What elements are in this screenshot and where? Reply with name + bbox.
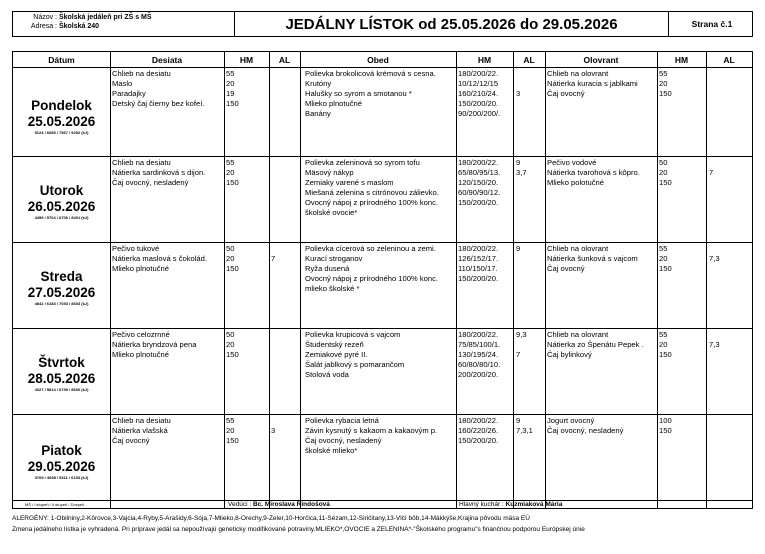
row-divider bbox=[13, 156, 752, 157]
desiata-items: Chlieb na desiatu Nátierka sardinková s dijon. Čaj ovocný, nesladený bbox=[112, 158, 206, 187]
olovrant-items: Chlieb na olovrant Nátierka šunková s vajcom Čaj ovocný bbox=[547, 244, 638, 273]
olovrant-al: 7 bbox=[709, 167, 714, 177]
day-label bbox=[13, 183, 110, 221]
nazov-value: Školská jedáleň pri ZŠ s MŠ bbox=[58, 14, 152, 21]
obed-al: 9 bbox=[516, 244, 521, 253]
obed-items: Polievka brokolicová krémová s cesna. Krutóny Halušky so syrom a smotanou * Mlieko plnotučné Banány bbox=[305, 69, 436, 118]
desiata-items: Chlieb na desiatu Maslo Paradajky Detský čaj čierny bez kofeí. bbox=[112, 69, 205, 108]
nazov-label: Názov : bbox=[33, 14, 57, 21]
day-date: 27.05.2026 bbox=[27, 285, 96, 300]
obed-al: 9 7,3,1 bbox=[516, 416, 533, 435]
day-label bbox=[13, 355, 110, 393]
desiata-hm: 55 20 150 bbox=[226, 416, 239, 445]
col-header-desiata: Desiata bbox=[151, 54, 183, 65]
menu-header bbox=[12, 11, 753, 37]
day-date: 28.05.2026 bbox=[27, 371, 96, 386]
obed-items: Polievka krupicová s vajcom Študentský rezeň Zemiakové pyré II. Šalát jablkový s pomarančom Stolová voda bbox=[305, 330, 405, 379]
desiata-hm: 50 20 150 bbox=[226, 330, 239, 359]
col-header-olovrant: Olovrant bbox=[583, 54, 619, 65]
desiata-al: 3 bbox=[271, 425, 276, 435]
obed-items: Polievka cícerová so zeleninou a zemi. Kurací stroganov Ryža dusená Ovocný nápoj z prírodného 100% konc. mlieko školské * bbox=[305, 244, 438, 293]
column-divider bbox=[110, 52, 111, 508]
col-header-al: AL bbox=[523, 54, 535, 65]
desiata-al: 7 bbox=[271, 253, 276, 263]
olovrant-hm: 100 150 bbox=[659, 416, 672, 435]
desiata-hm: 50 20 150 bbox=[226, 244, 239, 273]
col-header-hm: HM bbox=[477, 54, 492, 65]
obed-items: Polievka rybacia letná Závin kysnutý s kakaom a kakaovým p. Čaj ovocný, nesladený školské mlieko* bbox=[305, 416, 438, 455]
obed-hm: 180/200/22. 126/152/17. 110/150/17. 150/200/20. bbox=[458, 244, 499, 283]
col-header-al: AL bbox=[278, 54, 291, 65]
day-name: Štvrtok bbox=[38, 355, 85, 370]
menu-table bbox=[12, 51, 753, 509]
olovrant-al: 7,3 bbox=[709, 253, 720, 263]
kuchar-name: Kuzmiaková Mária bbox=[505, 501, 563, 508]
day-label bbox=[13, 443, 110, 481]
kuchar-signature bbox=[459, 501, 562, 508]
olovrant-items: Pečivo vodové Nátierka tvarohová s kôpro. Mlieko polotučné bbox=[547, 158, 640, 187]
column-divider bbox=[300, 52, 301, 508]
row-divider bbox=[13, 242, 752, 243]
day-name: Pondelok bbox=[31, 98, 92, 113]
column-divider bbox=[456, 52, 457, 508]
energy-levels-legend: MŠ / I.stupeň / II.stupeň / Dospelí bbox=[25, 502, 85, 507]
obed-hm: 180/200/22. 65/80/95/13. 120/150/20. 60/90/90/12. 150/200/20. bbox=[458, 158, 501, 207]
adresa-value: Školská 240 bbox=[58, 22, 100, 30]
day-energy: 4459 / 5704 / 6706 / 8401 (kJ) bbox=[34, 215, 89, 220]
col-header-obed: Obed bbox=[367, 54, 389, 65]
col-header-hm: HM bbox=[674, 54, 689, 65]
row-divider bbox=[13, 328, 752, 329]
desiata-items: Pečivo tukové Nátierka maslová s čokolád. Mlieko plnotučné bbox=[112, 244, 207, 273]
veduci-name: Bc. Miroslava Rindošová bbox=[252, 501, 330, 508]
obed-al: 3 bbox=[516, 88, 521, 98]
olovrant-items: Chlieb na olovrant Nátierka kuracia s jablkami Čaj ovocný bbox=[547, 69, 638, 98]
olovrant-hm: 55 20 150 bbox=[659, 244, 672, 273]
day-name: Utorok bbox=[39, 183, 84, 198]
obed-hm: 180/200/22. 160/220/26. 150/200/20. bbox=[458, 416, 499, 445]
day-date: 26.05.2026 bbox=[27, 199, 96, 214]
column-divider bbox=[545, 52, 546, 508]
day-label bbox=[13, 269, 110, 307]
olovrant-items: Chlieb na olovrant Nátierka zo Špenátu Pepek . Čaj bylinkový bbox=[547, 330, 644, 359]
day-name: Streda bbox=[40, 269, 83, 284]
olovrant-items: Jogurt ovocný Čaj ovocný, nesladený bbox=[547, 416, 624, 435]
allergens-note: ALERGÉNY: 1-Obilniny,2-Kôrovce,3-Vajcia,4-Ryby,5-Arašidy,6-Sója,7-Mlieko,8-Orechy,9-Zeler,10-Horčica,11-Sézam,12-Siričitany,13-Vlčí bôb,14-Mäkkýše,Krajina pôvodu mäsa EÚ bbox=[12, 515, 530, 522]
col-header-datum: Dátum bbox=[48, 54, 75, 65]
col-header-hm: HM bbox=[239, 54, 254, 65]
olovrant-al: 7,3 bbox=[709, 339, 720, 349]
obed-al: 9 3,7 bbox=[516, 158, 527, 177]
desiata-hm: 55 20 150 bbox=[226, 158, 239, 187]
adresa-label: Adresa : bbox=[30, 22, 57, 30]
row-divider bbox=[13, 500, 752, 501]
row-divider bbox=[13, 414, 752, 415]
day-date: 25.05.2026 bbox=[27, 114, 96, 129]
obed-hm: 180/200/22. 10/12/12/15 160/210/24. 150/200/20. 90/200/200/. bbox=[458, 69, 501, 118]
obed-al: 9,3 7 bbox=[516, 330, 527, 359]
obed-items: Polievka zeleninová so syrom tofu Mäsový nákyp Zemiaky varené s maslom Miešaná zelenina s citrónovou zálievko. Ovocný nápoj z prírodného 100% konc. školské ovocie* bbox=[305, 158, 439, 217]
veduci-signature bbox=[228, 501, 330, 508]
day-energy: 5124 / 6685 / 7567 / 9252 (kJ) bbox=[34, 130, 89, 135]
day-energy: 4842 / 6183 / 7053 / 8603 (kJ) bbox=[34, 301, 89, 306]
col-header-al: AL bbox=[723, 54, 735, 65]
row-divider bbox=[13, 67, 752, 68]
day-energy: 4327 / 5814 / 6799 / 8600 (kJ) bbox=[34, 387, 89, 392]
desiata-hm: 55 20 19 150 bbox=[226, 69, 239, 108]
veduci-label: Vedúci : bbox=[228, 501, 252, 508]
canteen-info bbox=[13, 12, 235, 36]
column-divider bbox=[224, 52, 225, 508]
column-divider bbox=[513, 52, 514, 508]
column-divider bbox=[269, 52, 270, 508]
day-date: 29.05.2026 bbox=[27, 459, 96, 474]
olovrant-hm: 50 20 150 bbox=[659, 158, 672, 187]
day-label bbox=[13, 98, 110, 136]
obed-hm: 180/200/22. 75/85/100/1. 130/195/24. 60/80/80/10. 200/200/20. bbox=[458, 330, 501, 379]
desiata-items: Chlieb na desiatu Nátierka vlašská Čaj ovocný bbox=[112, 416, 171, 445]
olovrant-hm: 55 20 150 bbox=[659, 330, 672, 359]
column-divider bbox=[706, 52, 707, 508]
day-energy: 3769 / 4698 / 5311 / 6153 (kJ) bbox=[34, 475, 89, 480]
page-number: Strana č.1 bbox=[668, 12, 755, 36]
kuchar-label: Hlavný kuchár : bbox=[459, 501, 504, 508]
day-name: Piatok bbox=[41, 443, 82, 458]
desiata-items: Pečivo celozrnné Nátierka bryndzová pena Mlieko plnotučné bbox=[112, 330, 197, 359]
disclaimer-note: Zmena jedálneho lístka je vyhradená. Pri príprave jedál sa nepoužívajú geneticky modifikované potraviny.MLIEKO*,OVOCIE a ZELENINA*-"Školského programu"s finančnou podporou Európskej únie bbox=[12, 526, 585, 533]
menu-title: JEDÁLNY LÍSTOK od 25.05.2026 do 29.05.2026 bbox=[285, 15, 618, 33]
olovrant-hm: 55 20 150 bbox=[659, 69, 672, 98]
column-divider bbox=[657, 52, 658, 508]
